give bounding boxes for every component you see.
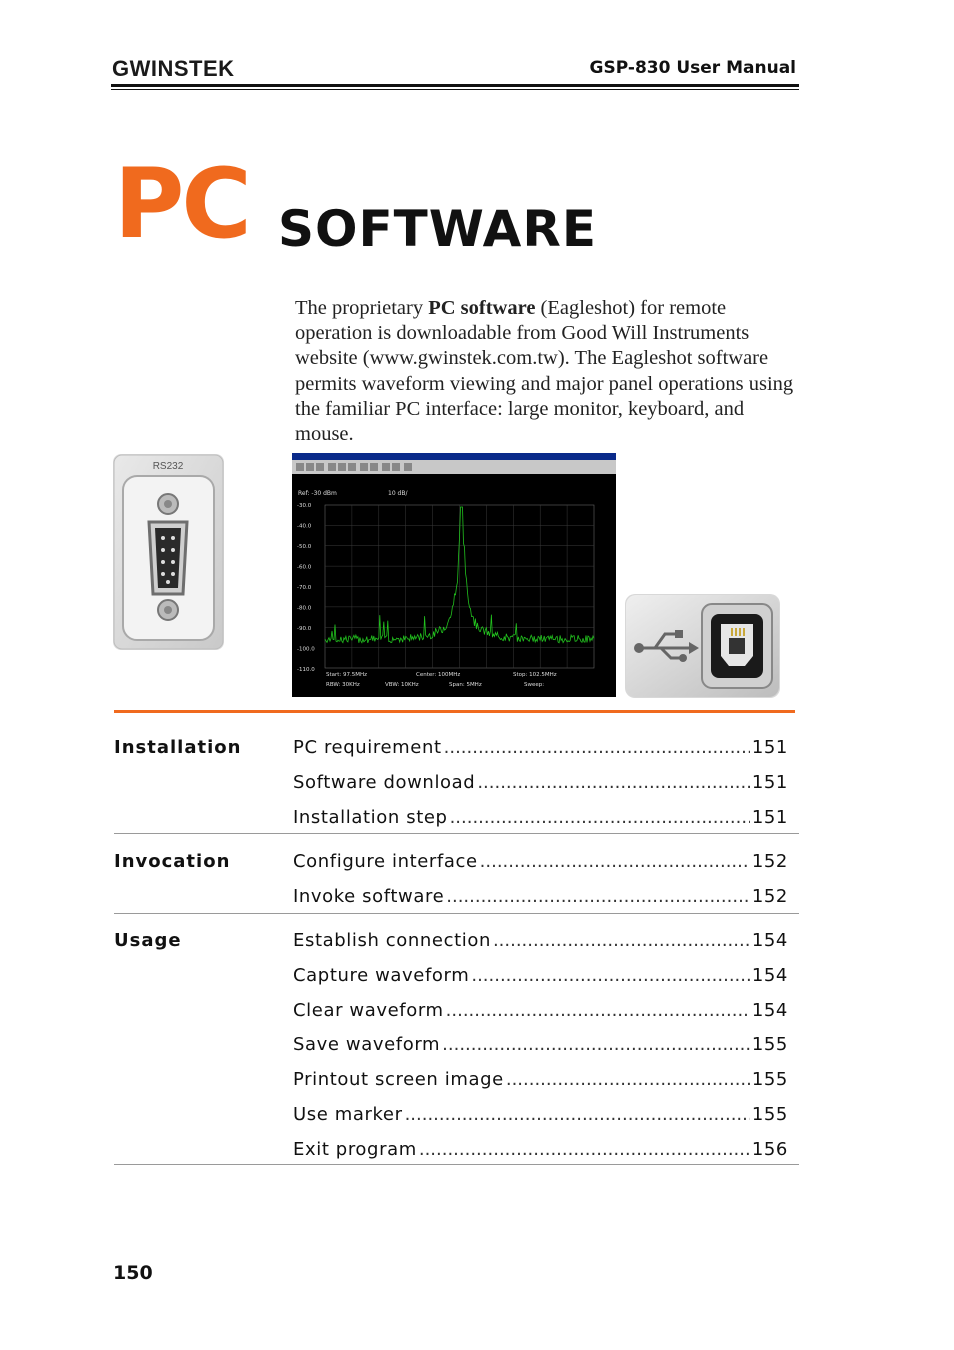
toc-section-divider (114, 913, 799, 914)
toc-entry-page: 151 (751, 771, 788, 793)
toc-leader-dots (446, 1000, 750, 1021)
toc-entry-page: 155 (751, 1104, 788, 1125)
toc-entry-page: 151 (751, 806, 788, 828)
toc-entry-title: PC requirement (293, 737, 442, 758)
toc-leader-dots (446, 886, 750, 907)
screen-ref-label: Ref: -30 dBm (298, 490, 337, 497)
toc-entry-title: Configure interface (293, 851, 478, 872)
spectrum-display (292, 453, 616, 697)
toc-entry-title: Printout screen image (293, 1069, 504, 1091)
toc-entry-page: 151 (751, 737, 788, 758)
toc-leader-dots (419, 1139, 750, 1160)
brand-logo: GWINSTEK (112, 56, 235, 81)
toc-entry[interactable] (293, 851, 788, 872)
page-number: 150 (113, 1262, 153, 1284)
toc-entry-title: Software download (293, 771, 476, 793)
toc-entry-title: Installation step (293, 806, 448, 828)
intro-text-after: (Eagleshot) for remote operation is downloadable from Good Will Instruments website (www.gwinstek.com.tw). The Eagleshot software permits waveform viewing and major panel operations using the familiar PC interface: large monitor, keyboard, and mouse. (295, 297, 794, 446)
spectrum-y-tick: -70.0 (297, 585, 312, 591)
screen-center-label: Center: 100MHz (416, 672, 461, 678)
screen-start-label: Start: 97.5MHz (326, 672, 368, 678)
toc-entry-title: Establish connection (293, 930, 491, 951)
toc-entry[interactable] (293, 772, 788, 793)
chapter-title-pc: PC (114, 148, 249, 260)
toc-entry-title: Invoke software (293, 885, 445, 907)
toc-entry-page: 154 (751, 930, 788, 951)
rs232-port-image (113, 454, 224, 650)
spectrum-y-tick: -50.0 (297, 544, 312, 550)
toc-entry[interactable] (293, 965, 788, 986)
intro-paragraph (295, 296, 800, 447)
spectrum-y-tick: -60.0 (297, 564, 312, 571)
screen-scale-label: 10 dB/ (388, 490, 408, 497)
toc-entry-page: 154 (751, 964, 788, 986)
toc-entry[interactable] (293, 930, 788, 951)
chapter-title-software: SOFTWARE (278, 200, 598, 258)
spectrum-y-tick: -100.0 (297, 646, 315, 653)
screen-span-label: Span: 5MHz (449, 682, 482, 688)
toc-entry-page: 152 (751, 851, 788, 872)
toc-section-divider (114, 833, 799, 834)
toc-entry[interactable] (293, 1069, 788, 1090)
toc-entry[interactable] (293, 886, 788, 907)
screen-vbw-label: VBW: 10KHz (385, 682, 419, 688)
toc-section-label: Invocation (114, 851, 231, 872)
toc-entry-title: Save waveform (293, 1034, 441, 1056)
spectrum-y-tick: -40.0 (297, 523, 312, 530)
toc-leader-dots (506, 1069, 750, 1090)
toc-leader-dots (480, 851, 750, 872)
toc-leader-dots (450, 807, 750, 828)
spectrum-y-tick: -110.0 (297, 667, 315, 673)
toc-entry-page: 155 (751, 1069, 788, 1091)
usb-port-image (625, 594, 780, 698)
toc-entry[interactable] (293, 807, 788, 828)
rs232-label: RS232 (152, 461, 184, 472)
toc-section-divider (114, 1164, 799, 1165)
toc-leader-dots (444, 737, 750, 758)
header-rule-thin (111, 89, 799, 90)
intro-bold: PC software (428, 297, 536, 319)
spectrum-y-tick: -80.0 (297, 605, 312, 612)
toc-leader-dots (442, 1034, 750, 1055)
toc-leader-dots (493, 930, 750, 951)
toc-leader-dots (405, 1104, 750, 1125)
manual-title: GSP-830 User Manual (589, 58, 796, 78)
header-rule (111, 84, 799, 87)
spectrum-y-tick: -30.0 (297, 503, 312, 509)
toc-entry[interactable] (293, 1034, 788, 1055)
screen-stop-label: Stop: 102.5MHz (513, 672, 557, 678)
toc-entry-title: Capture waveform (293, 964, 470, 986)
section-separator (114, 710, 795, 713)
toc-entry-title: Use marker (293, 1104, 403, 1125)
toc-entry[interactable] (293, 737, 788, 758)
screen-rbw-label: RBW: 30KHz (326, 682, 360, 688)
toc-entry-page: 152 (751, 885, 788, 907)
toc-entry[interactable] (293, 1000, 788, 1021)
toc-section-label: Installation (114, 737, 242, 758)
toc-entry-title: Exit program (293, 1138, 417, 1160)
eagleshot-screenshot (292, 453, 616, 697)
toc-section-label: Usage (114, 930, 182, 951)
toc-entry[interactable] (293, 1139, 788, 1160)
toc-entry-page: 155 (751, 1034, 788, 1056)
toc-leader-dots (471, 965, 749, 986)
toc-entry[interactable] (293, 1104, 788, 1125)
intro-text-before: The proprietary (295, 297, 429, 319)
toc-entry-page: 154 (751, 999, 788, 1021)
spectrum-y-tick: -90.0 (297, 626, 312, 632)
screen-sweep-label: Sweep: (524, 682, 545, 688)
toc-entry-page: 156 (751, 1138, 788, 1160)
toc-entry-title: Clear waveform (293, 999, 444, 1021)
toc-leader-dots (477, 772, 750, 793)
